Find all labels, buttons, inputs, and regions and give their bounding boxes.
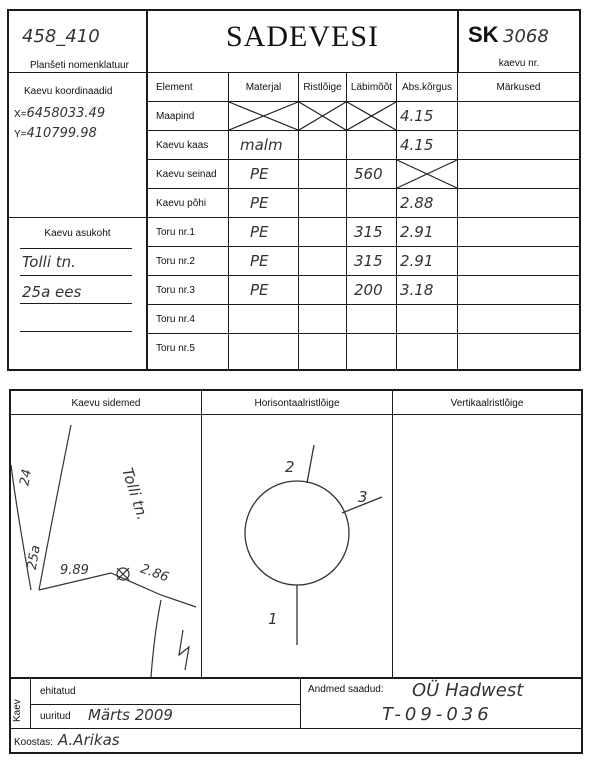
sketch-note-dist1: 9.89 bbox=[60, 563, 89, 578]
row-element: Kaevu seinad bbox=[156, 168, 217, 180]
row-material: malm bbox=[240, 136, 283, 154]
horizontal-section-sketch bbox=[202, 415, 392, 677]
well-prefix: SK bbox=[468, 22, 499, 47]
sketch-note-24: 24 bbox=[17, 468, 36, 487]
col-element-header: Element bbox=[156, 81, 193, 93]
connections-label: Kaevu sidemed bbox=[71, 398, 141, 409]
sketch-note-25a: 25a bbox=[24, 544, 44, 571]
data-source-ref: T-09-036 bbox=[382, 704, 493, 725]
compiled-label: Koostas: bbox=[14, 737, 53, 748]
well-number: 3068 bbox=[503, 26, 549, 47]
pipe-label-3: 3 bbox=[358, 488, 368, 506]
row-element: Maapind bbox=[156, 110, 195, 122]
data-source-value: OÜ Hadwest bbox=[412, 680, 524, 701]
row-diameter: 200 bbox=[354, 281, 383, 299]
row-diameter: 315 bbox=[354, 223, 383, 241]
col-material-header: Materjal bbox=[245, 81, 282, 93]
row-element: Toru nr.4 bbox=[156, 313, 195, 325]
row-abs: 4.15 bbox=[400, 136, 434, 154]
pipe-label-1: 1 bbox=[268, 610, 278, 628]
sheet-label: Planšeti nomenklatuur bbox=[30, 60, 129, 71]
coord-y bbox=[14, 124, 97, 142]
row-element: Toru nr.2 bbox=[156, 255, 195, 267]
col-elevation-header: Abs.kõrgus bbox=[401, 81, 453, 93]
sketch-note-street: Tolli tn. bbox=[118, 465, 152, 523]
coord-x-label: X= bbox=[14, 109, 27, 120]
row-abs: 4.15 bbox=[400, 107, 434, 125]
horizontal-section-label: Horisontaalristlõige bbox=[254, 398, 340, 409]
data-source-label: Andmed saadud: bbox=[308, 684, 384, 695]
surveyed-value: Märts 2009 bbox=[88, 706, 173, 724]
row-material: PE bbox=[250, 252, 269, 270]
row-element: Toru nr.3 bbox=[156, 284, 195, 296]
col-notes-header: Märkused bbox=[496, 81, 541, 93]
row-element: Kaevu kaas bbox=[156, 139, 209, 151]
page-title: SADEVESI bbox=[225, 20, 379, 53]
location-line1: Tolli tn. bbox=[22, 253, 76, 271]
row-material: PE bbox=[250, 194, 269, 212]
coord-x bbox=[14, 104, 105, 122]
built-label: ehitatud bbox=[40, 686, 76, 697]
well-side-label: Kaev bbox=[12, 699, 23, 722]
surveyed-label: uuritud bbox=[40, 711, 71, 722]
coord-y-value: 410799.98 bbox=[26, 126, 97, 141]
sketch-note-dist2: 2.86 bbox=[138, 561, 171, 586]
row-abs: 2.91 bbox=[400, 252, 434, 270]
col-section-header: Ristlõige bbox=[303, 81, 342, 93]
row-material: PE bbox=[250, 223, 269, 241]
row-abs: 2.91 bbox=[400, 223, 434, 241]
cross-marks bbox=[0, 0, 614, 380]
sheet-number: 458_410 bbox=[22, 26, 100, 47]
location-line2: 25a ees bbox=[22, 283, 82, 301]
row-diameter: 560 bbox=[354, 165, 383, 183]
col-diameter-header: Läbimõõt bbox=[350, 81, 393, 93]
pipe-label-2: 2 bbox=[285, 458, 295, 476]
row-element: Kaevu põhi bbox=[156, 197, 207, 209]
coord-x-value: 6458033.49 bbox=[26, 106, 106, 121]
row-diameter: 315 bbox=[354, 252, 383, 270]
row-abs: 2.88 bbox=[400, 194, 434, 212]
coords-label: Kaevu koordinaadid bbox=[24, 86, 113, 97]
compiled-value: A.Arikas bbox=[58, 731, 120, 749]
row-material: PE bbox=[250, 281, 269, 299]
vertical-section-label: Vertikaalristlõige bbox=[450, 398, 524, 409]
row-material: PE bbox=[250, 165, 269, 183]
well-label: kaevu nr. bbox=[498, 58, 540, 69]
row-element: Toru nr.1 bbox=[156, 226, 195, 238]
row-abs: 3.18 bbox=[400, 281, 434, 299]
row-element: Toru nr.5 bbox=[156, 342, 195, 354]
coord-y-label: Y= bbox=[14, 129, 27, 140]
location-label: Kaevu asukoht bbox=[44, 228, 111, 239]
